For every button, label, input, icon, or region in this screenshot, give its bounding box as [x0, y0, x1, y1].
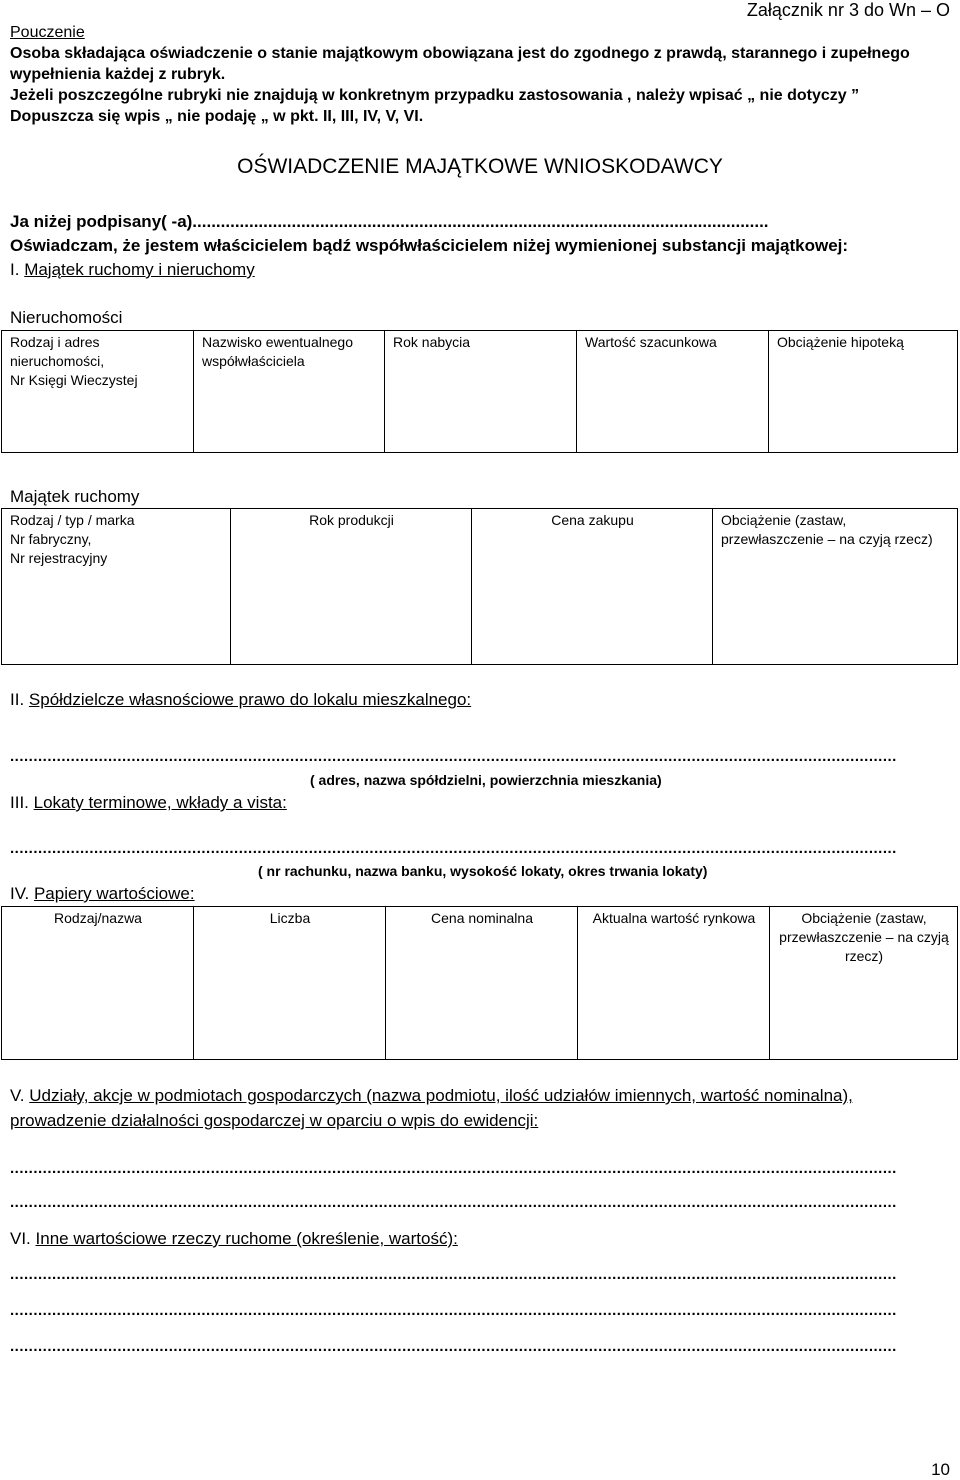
section-4-number: IV.: [10, 884, 30, 903]
section-5-heading: [10, 1086, 853, 1106]
section-4-heading: [10, 884, 195, 904]
section-6-title: Inne wartościowe rzeczy ruchome (określenie, wartość):: [35, 1229, 458, 1248]
section-1-number: I.: [10, 260, 20, 279]
real-estate-col-type-address[interactable]: Rodzaj i adres nieruchomości, Nr Księgi Wieczystej: [2, 331, 194, 453]
section-3-title: Lokaty terminowe, wkłady a vista:: [33, 793, 287, 812]
movable-property-table: [1, 508, 958, 665]
instructions-line-2: Jeżeli poszczególne rubryki nie znajdują w konkretnym przypadku zastosowania , należy wpisać „ nie dotyczy ”: [10, 87, 860, 104]
instructions-title: Pouczenie: [10, 24, 85, 41]
securities-col-nominal-price[interactable]: Cena nominalna: [386, 907, 578, 1060]
section-6-fill-line-3[interactable]: ..............................................................................................................................................................................................: [10, 1338, 897, 1355]
section-2-fill-line[interactable]: ..............................................................................................................................................................................................: [10, 748, 897, 765]
section-6-fill-line-2[interactable]: ..............................................................................................................................................................................................: [10, 1302, 897, 1319]
real-estate-col-year[interactable]: Rok nabycia: [385, 331, 577, 453]
securities-col-type[interactable]: Rodzaj/nazwa: [2, 907, 194, 1060]
declaration-text: Oświadczam, że jestem właścicielem bądź współwłaścicielem niżej wymienionej substancji majątkowej:: [10, 236, 849, 255]
section-2-heading: [10, 690, 471, 710]
instructions: [10, 22, 950, 127]
section-6-number: VI.: [10, 1229, 31, 1248]
section-3-fill-line[interactable]: ..............................................................................................................................................................................................: [10, 840, 897, 857]
section-5-number: V.: [10, 1086, 25, 1105]
securities-col-market-value[interactable]: Aktualna wartość rynkowa: [578, 907, 770, 1060]
real-estate-col-mortgage[interactable]: Obciążenie hipoteką: [769, 331, 958, 453]
section-2-title: Spółdzielcze własnościowe prawo do lokalu mieszkalnego:: [28, 690, 472, 709]
section-6-fill-line-1[interactable]: ..............................................................................................................................................................................................: [10, 1266, 897, 1283]
section-4-title: Papiery wartościowe:: [33, 884, 195, 903]
movable-col-production-year[interactable]: Rok produkcji: [231, 509, 472, 665]
securities-col-count[interactable]: Liczba: [194, 907, 386, 1060]
real-estate-col-value[interactable]: Wartość szacunkowa: [577, 331, 769, 453]
page-number: 10: [931, 1460, 950, 1479]
section-5-fill-line-2[interactable]: ..............................................................................................................................................................................................: [10, 1194, 897, 1211]
instructions-line-3: Dopuszcza się wpis „ nie podaję „ w pkt. II, III, IV, V, VI.: [10, 108, 424, 125]
movable-property-title: Majątek ruchomy: [10, 487, 140, 506]
movable-col-price[interactable]: Cena zakupu: [472, 509, 713, 665]
section-3-heading: [10, 793, 287, 813]
section-5-fill-line-1[interactable]: ..............................................................................................................................................................................................: [10, 1160, 897, 1177]
annex-label: Załącznik nr 3 do Wn – O: [746, 0, 950, 20]
securities-table: [1, 906, 958, 1060]
section-5-title-1: Udziały, akcje w podmiotach gospodarczych (nazwa podmiotu, ilość udziałów imiennych, wartość nominalna),: [29, 1086, 853, 1105]
movable-col-type[interactable]: Rodzaj / typ / marka Nr fabryczny, Nr rejestracyjny: [2, 509, 231, 665]
real-estate-col-co-owner[interactable]: Nazwisko ewentualnego współwłaściciela: [194, 331, 385, 453]
signatory-line: Ja niżej podpisany( -a)..........................................................................................................................: [10, 212, 769, 231]
section-1-title: Majątek ruchomy i nieruchomy: [24, 260, 255, 279]
real-estate-table: [1, 330, 958, 453]
section-6-heading: [10, 1229, 458, 1249]
instructions-line-1: Osoba składająca oświadczenie o stanie majątkowym obowiązana jest do zgodnego z prawdą, starannego i zupełnego wypełnienia każdej z rubryk.: [10, 45, 910, 83]
section-2-number: II.: [10, 690, 25, 709]
section-5-title-2-line: [10, 1111, 538, 1131]
section-1-heading: [10, 260, 255, 280]
section-5-title-2: prowadzenie działalności gospodarczej w oparciu o wpis do ewidencji:: [10, 1111, 539, 1130]
real-estate-title: Nieruchomości: [10, 308, 123, 327]
section-3-number: III.: [10, 793, 29, 812]
section-3-caption: ( nr rachunku, nazwa banku, wysokość lokaty, okres trwania lokaty): [258, 863, 708, 879]
section-2-caption: ( adres, nazwa spółdzielni, powierzchnia mieszkania): [310, 772, 662, 788]
page-title: OŚWIADCZENIE MAJĄTKOWE WNIOSKODAWCY: [237, 155, 723, 178]
movable-col-encumbrance[interactable]: Obciążenie (zastaw, przewłaszczenie – na czyją rzecz): [713, 509, 958, 665]
securities-col-encumbrance[interactable]: Obciążenie (zastaw, przewłaszczenie – na czyją rzecz): [770, 907, 958, 1060]
